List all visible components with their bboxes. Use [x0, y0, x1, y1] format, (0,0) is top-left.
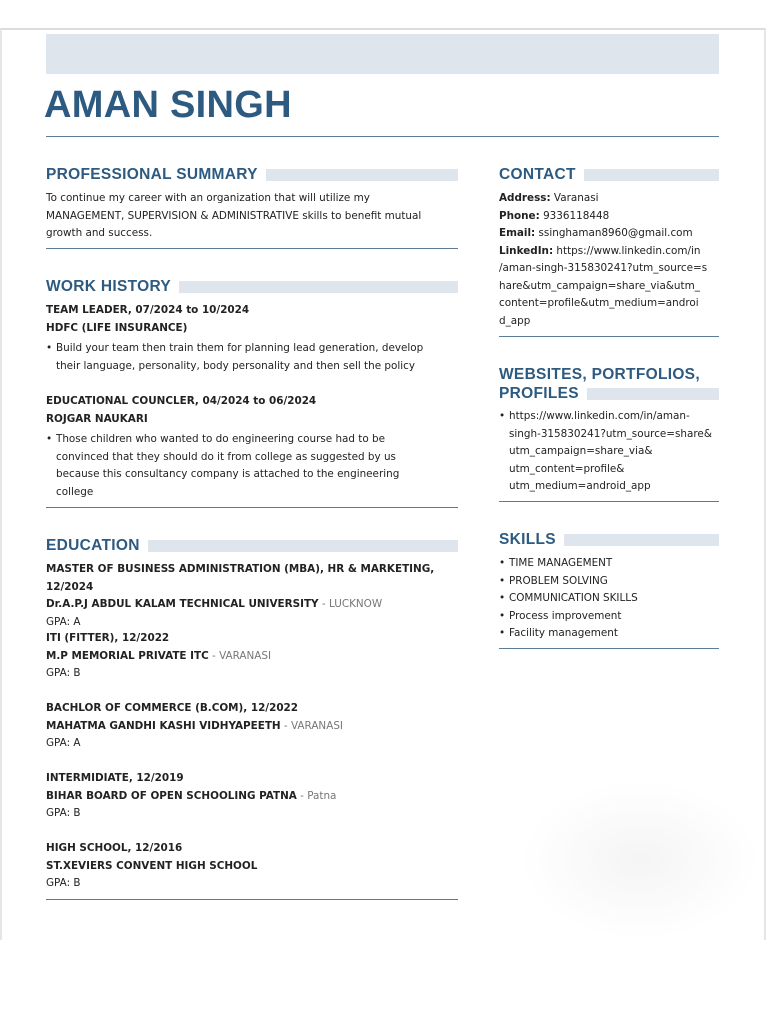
websites-list: [499, 408, 724, 496]
bullet-line: their language, personality, body personality and then sell the policy: [56, 359, 415, 372]
job-title: TEAM LEADER, 07/2024 to 10/2024: [46, 304, 250, 316]
link-line: singh-315830241?utm_source=share&: [509, 427, 712, 440]
gpa: GPA: B: [46, 877, 81, 889]
linkedin-value: https://www.linkedin.com/in: [553, 244, 701, 257]
photo-shading: [520, 780, 760, 940]
linkedin-line: hare&utm_campaign=share_via&utm_: [499, 279, 700, 292]
phone-label: Phone:: [499, 209, 540, 222]
header-band: [46, 34, 719, 74]
section-divider: [499, 648, 719, 649]
link-line: utm_campaign=share_via&: [509, 445, 653, 457]
section-divider: [46, 507, 458, 508]
skill-item: • COMMUNICATION SKILLS: [499, 590, 724, 608]
skills-heading: [499, 531, 719, 549]
contact-heading-text: CONTACT: [499, 166, 576, 183]
job-entry: [46, 393, 466, 501]
education-heading: [46, 537, 458, 555]
bullet-line: convinced that they should do it from college as suggested by us: [56, 450, 396, 463]
summary-line: To continue my career with an organization that will utilize my: [46, 192, 370, 204]
email-value: ssinghaman8960@gmail.com: [535, 227, 693, 239]
skills-list: [499, 555, 724, 643]
education-entry: [46, 840, 466, 893]
summary-heading: [46, 166, 458, 184]
job-bullets: [46, 340, 466, 375]
gpa: GPA: A: [46, 737, 81, 749]
school: Dr.A.P.J ABDUL KALAM TECHNICAL UNIVERSITY: [46, 598, 319, 610]
section-divider: [46, 248, 458, 249]
link-line: utm_content=profile&: [509, 462, 625, 475]
link-line: utm_medium=android_app: [509, 480, 651, 492]
section-divider: [499, 336, 719, 337]
heading-bar: [266, 169, 458, 181]
section-divider: [499, 501, 719, 502]
website-link[interactable]: [499, 408, 724, 496]
school-location: - Patna: [296, 789, 337, 802]
skill-item: • PROBLEM SOLVING: [499, 573, 724, 591]
education-entry: [46, 630, 466, 683]
education-heading-text: EDUCATION: [46, 537, 140, 554]
contact-email: [499, 225, 724, 243]
linkedin-label: LinkedIn:: [499, 244, 554, 257]
school-location: - VARANASI: [208, 649, 272, 662]
job-title: EDUCATIONAL COUNCLER, 04/2024 to 06/2024: [46, 395, 317, 407]
linkedin-line: /aman-singh-315830241?utm_source=s: [499, 262, 708, 274]
work-heading: [46, 278, 458, 296]
degree: INTERMIDIATE, 12/2019: [46, 772, 184, 784]
link-line: • https://www.linkedin.com/in/aman-: [509, 410, 690, 422]
job-entry: [46, 302, 466, 375]
address-label: Address:: [499, 192, 551, 204]
school-location: - VARANASI: [280, 719, 343, 732]
heading-bar: [584, 169, 719, 181]
section-divider: [46, 899, 458, 900]
school: MAHATMA GANDHI KASHI VIDHYAPEETH: [46, 719, 281, 732]
websites-heading-text: WEBSITES, PORTFOLIOS,: [499, 366, 700, 383]
bullet-line: college: [56, 485, 94, 498]
school: M.P MEMORIAL PRIVATE ITC: [46, 649, 209, 662]
school: ST.XEVIERS CONVENT HIGH SCHOOL: [46, 859, 258, 872]
gpa: GPA: A: [46, 615, 81, 628]
job-bullet: [46, 340, 466, 375]
work-heading-text: WORK HISTORY: [46, 278, 172, 295]
contact-heading: [499, 166, 719, 184]
contact-linkedin: [499, 243, 724, 261]
header-divider: [46, 136, 719, 137]
gpa: GPA: B: [46, 807, 81, 819]
job-company: ROJGAR NAUKARI: [46, 412, 148, 425]
degree: BACHLOR OF COMMERCE (B.COM), 12/2022: [46, 702, 299, 714]
contact-address: [499, 190, 724, 208]
skill-item: • Process improvement: [499, 608, 724, 626]
degree: ITI (FITTER), 12/2022: [46, 632, 170, 644]
degree: MASTER OF BUSINESS ADMINISTRATION (MBA), HR & MARKETING, 12/2024: [46, 563, 435, 593]
linkedin-line: content=profile&utm_medium=androi: [499, 297, 699, 309]
job-bullet: [46, 431, 466, 501]
education-entry: [46, 561, 466, 631]
websites-heading-text-2: PROFILES: [499, 385, 579, 402]
education-entry: [46, 770, 466, 823]
contact-details: [499, 190, 724, 330]
contact-phone: [499, 208, 724, 226]
summary-heading-text: PROFESSIONAL SUMMARY: [46, 166, 258, 183]
email-label: Email:: [499, 227, 536, 239]
skill-item: • TIME MANAGEMENT: [499, 555, 724, 573]
websites-heading: [499, 366, 719, 403]
gpa: GPA: B: [46, 667, 81, 679]
heading-bar: [564, 534, 719, 546]
candidate-name: AMAN SINGH: [44, 84, 292, 126]
heading-bar: [179, 281, 458, 293]
job-company: HDFC (LIFE INSURANCE): [46, 321, 188, 334]
summary-line: MANAGEMENT, SUPERVISION & ADMINISTRATIVE skills to benefit mutual: [46, 209, 422, 222]
skills-heading-text: SKILLS: [499, 531, 556, 548]
linkedin-line: d_app: [499, 314, 531, 327]
school-location: - LUCKNOW: [318, 598, 383, 610]
summary-text: [46, 190, 466, 243]
bullet-line: • Those children who wanted to do engineering course had to be: [56, 433, 386, 445]
bullet-line: • Build your team then train them for planning lead generation, develop: [56, 342, 424, 354]
phone-value: 9336118448: [539, 209, 610, 222]
education-entry: [46, 700, 466, 753]
job-bullets: [46, 431, 466, 501]
address-value: Varanasi: [550, 192, 599, 204]
bullet-line: because this consultancy company is attached to the engineering: [56, 468, 400, 480]
heading-bar: [148, 540, 458, 552]
summary-line: growth and success.: [46, 227, 153, 239]
school: BIHAR BOARD OF OPEN SCHOOLING PATNA: [46, 789, 297, 802]
heading-bar: [587, 388, 719, 400]
skill-item: • Facility management: [499, 625, 724, 643]
degree: HIGH SCHOOL, 12/2016: [46, 842, 183, 854]
